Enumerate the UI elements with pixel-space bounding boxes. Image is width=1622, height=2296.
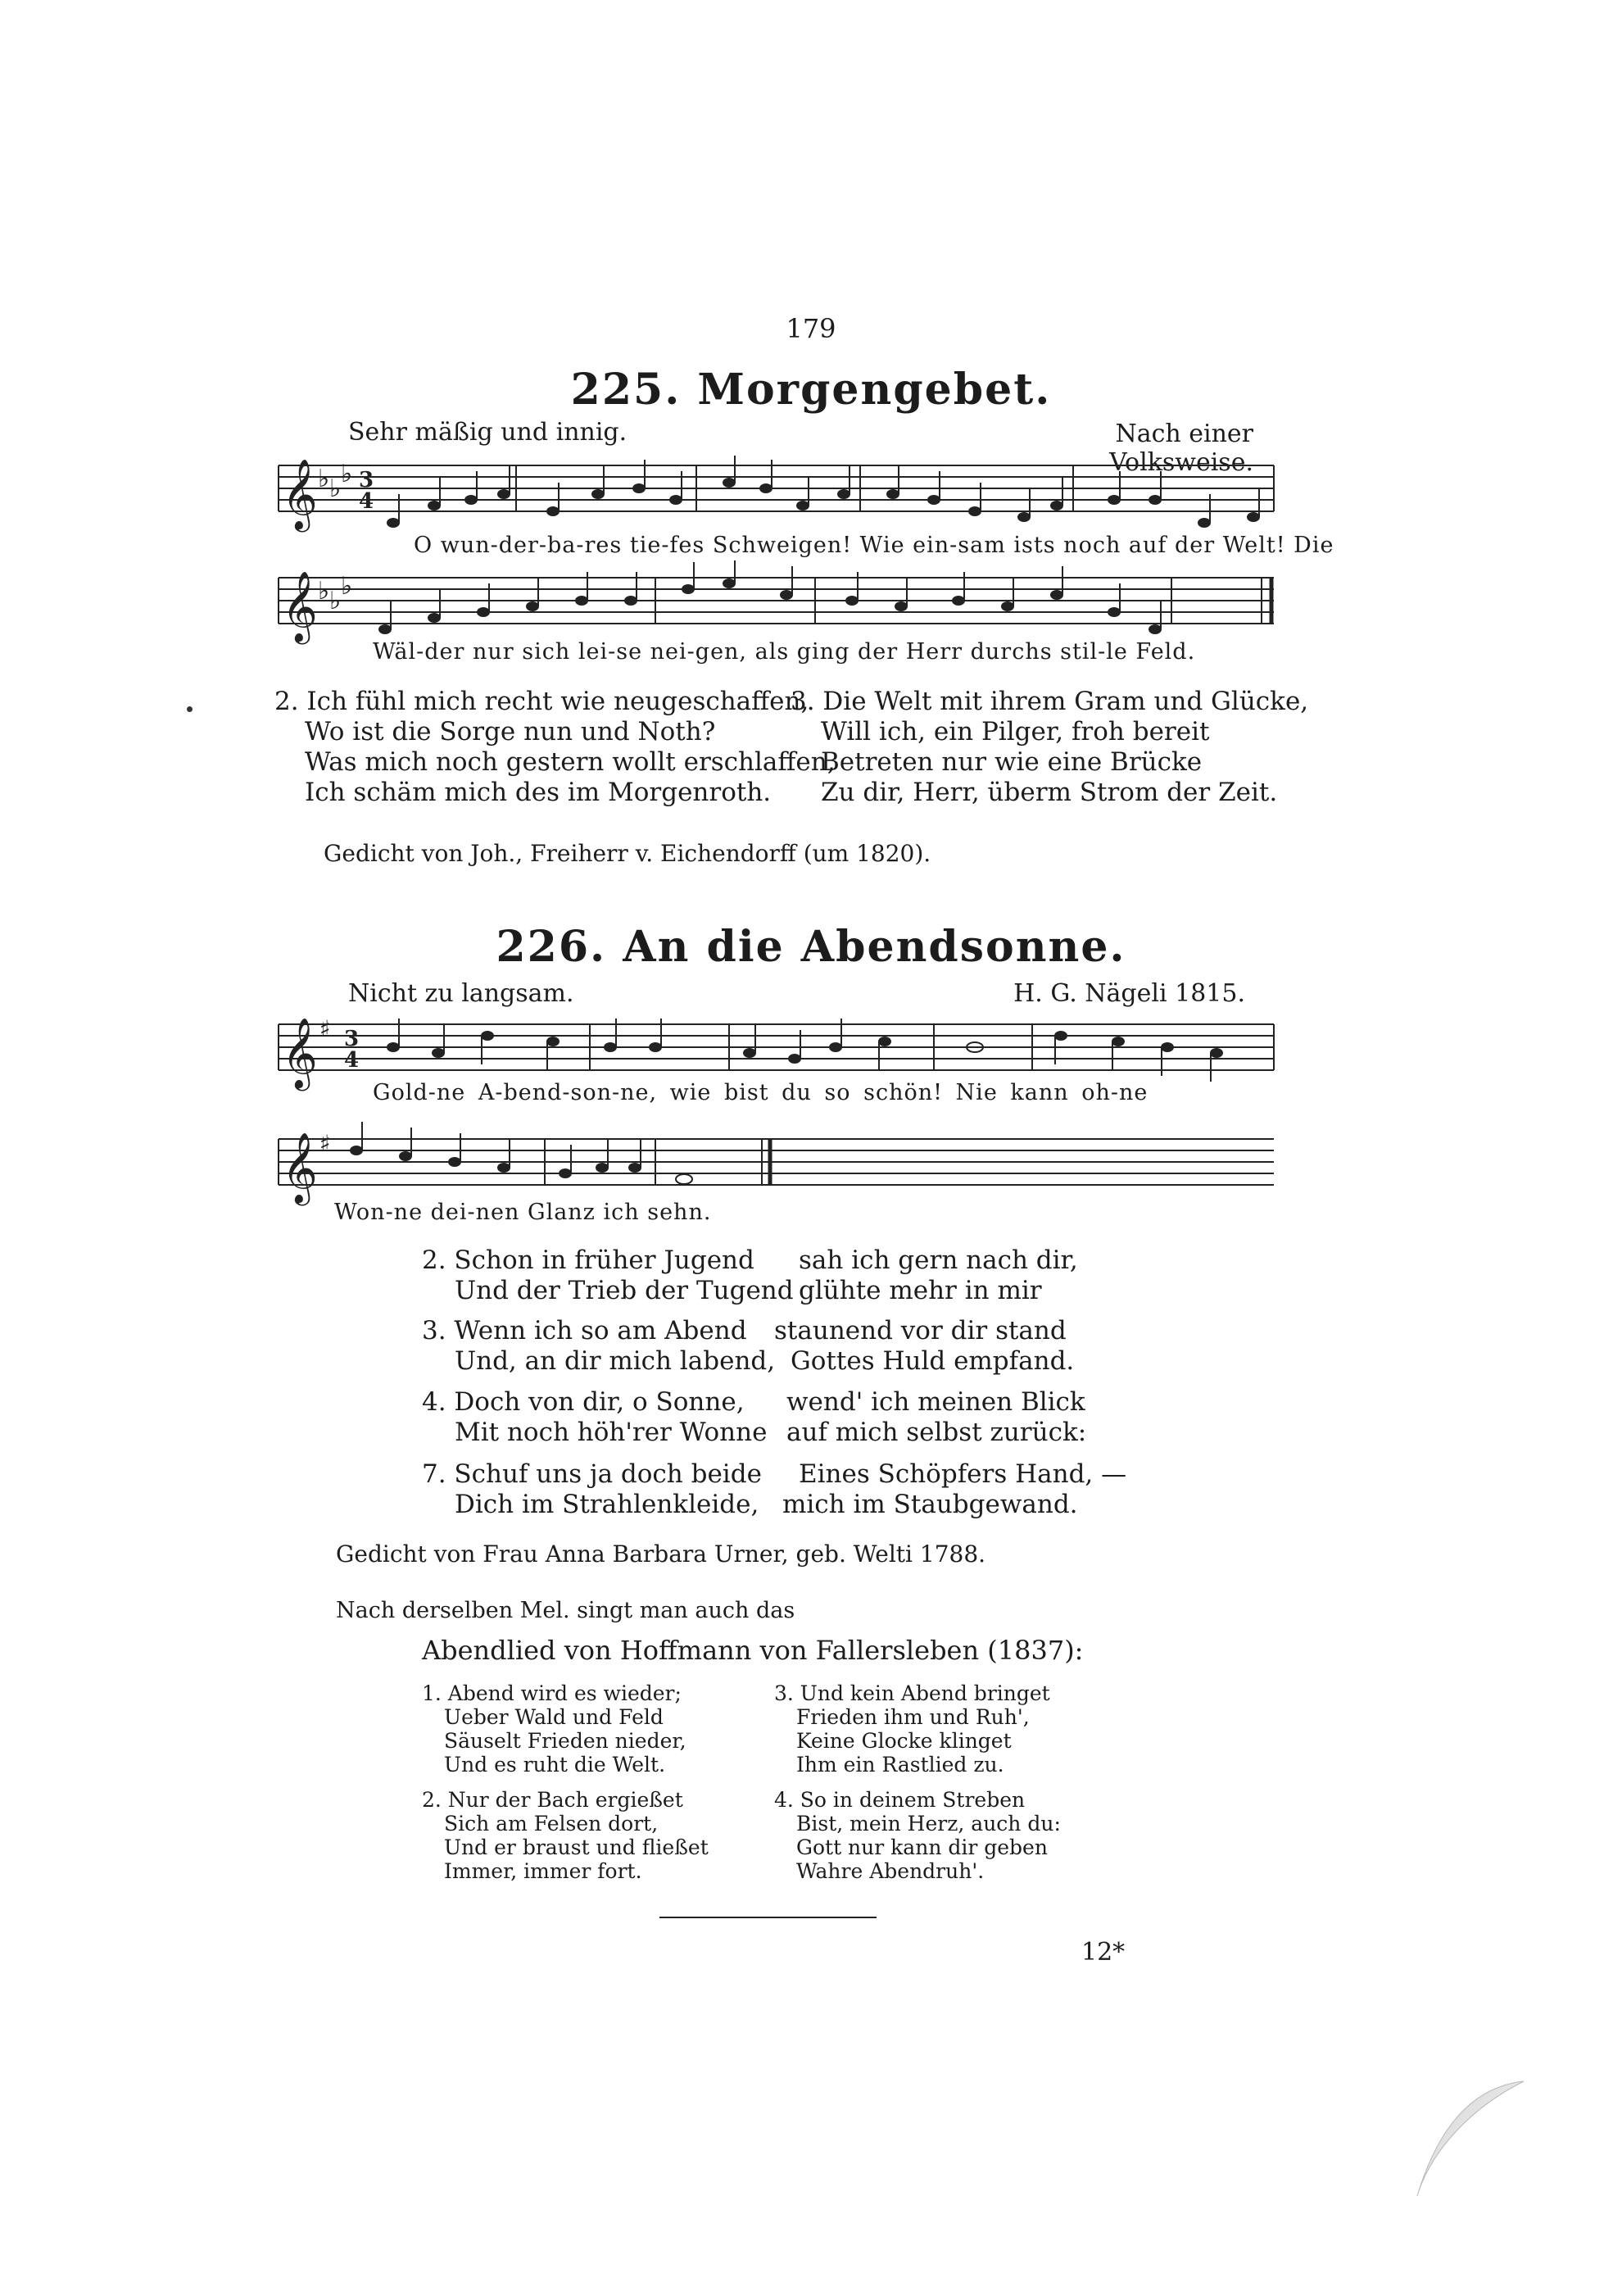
svg-text:3: 3 bbox=[344, 1027, 360, 1051]
verse-line: Ueber Wald und Feld bbox=[444, 1705, 664, 1729]
verse-line: Bist, mein Herz, auch du: bbox=[796, 1812, 1061, 1835]
svg-text:♭: ♭ bbox=[341, 460, 353, 488]
song-226-verse-3 bbox=[422, 1316, 775, 1377]
svg-text:♭: ♭ bbox=[318, 577, 330, 606]
verse-line: Dich im Strahlenkleide, bbox=[455, 1490, 759, 1519]
verse-line: sah ich gern nach dir, bbox=[799, 1246, 1078, 1275]
svg-text:♯: ♯ bbox=[319, 1130, 331, 1157]
svg-text:♭: ♭ bbox=[329, 474, 342, 503]
song-225-staff-2 bbox=[270, 557, 1278, 647]
verse-line: 7. Schuf uns ja doch beide bbox=[422, 1459, 762, 1489]
song-225-lyrics-1: O wun-der-ba-res tie-fes Schweigen! Wie ein-sam ists noch auf der Welt! Die bbox=[414, 533, 1334, 558]
verse-line: 2. Nur der Bach ergießet bbox=[422, 1788, 683, 1812]
verse-line: mich im Staubgewand. bbox=[782, 1490, 1078, 1519]
song-225-staff-1 bbox=[270, 449, 1278, 539]
closing-rule bbox=[659, 1917, 877, 1918]
verse-line: wend' ich meinen Blick bbox=[786, 1387, 1085, 1417]
song-226-verse-7 bbox=[422, 1459, 762, 1520]
svg-text:4: 4 bbox=[344, 1048, 360, 1073]
verse-line: Ihm ein Rastlied zu. bbox=[796, 1753, 1004, 1776]
verse-line: Keine Glocke klinget bbox=[796, 1729, 1012, 1753]
verse-line: Gottes Huld empfand. bbox=[791, 1346, 1075, 1376]
verse-line: 3. Und kein Abend bringet bbox=[774, 1681, 1050, 1705]
svg-text:♭: ♭ bbox=[341, 572, 353, 601]
verse-line: auf mich selbst zurück: bbox=[786, 1418, 1087, 1447]
verse-line: Was mich noch gestern wollt erschlaffen, bbox=[305, 747, 836, 777]
song-225-source: Nach einer Volksweise. bbox=[1109, 420, 1253, 477]
page-curl-shadow bbox=[1393, 2065, 1532, 2229]
signature-mark: 12* bbox=[1081, 1938, 1126, 1967]
appendix-verse-1 bbox=[422, 1681, 686, 1776]
song-226-verse-4b bbox=[786, 1387, 1086, 1448]
verse-line: 2. Schon in früher Jugend bbox=[422, 1246, 754, 1275]
song-226-verse-2b bbox=[799, 1246, 1078, 1306]
verse-line: Und es ruht die Welt. bbox=[444, 1753, 666, 1776]
margin-dot bbox=[187, 706, 193, 712]
verse-line: Wo ist die Sorge nun und Noth? bbox=[305, 717, 716, 746]
song-225-verse-2 bbox=[274, 687, 836, 808]
verse-line: Immer, immer fort. bbox=[444, 1859, 642, 1883]
verse-line: Eines Schöpfers Hand, — bbox=[799, 1459, 1127, 1489]
verse-line: Mit noch höh'rer Wonne bbox=[455, 1418, 768, 1447]
song-225-tempo: Sehr mäßig und innig. bbox=[348, 418, 628, 447]
song-226-staff-2 bbox=[270, 1119, 1278, 1213]
song-226-verse-7b bbox=[782, 1459, 1126, 1520]
song-226-verse-2 bbox=[422, 1246, 794, 1306]
song-226-composer: H. G. Nägeli 1815. bbox=[1013, 979, 1245, 1008]
svg-text:𝄞: 𝄞 bbox=[282, 571, 318, 642]
verse-line: 4. So in deinem Streben bbox=[774, 1788, 1026, 1812]
verse-line: Und der Trieb der Tugend bbox=[455, 1276, 794, 1305]
verse-line: 4. Doch von dir, o Sonne, bbox=[422, 1387, 745, 1417]
song-225-credit: Gedicht von Joh., Freiherr v. Eichendorff (um 1820). bbox=[324, 840, 931, 867]
svg-text:𝄞: 𝄞 bbox=[282, 1132, 318, 1203]
verse-line: Betreten nur wie eine Brücke bbox=[821, 747, 1203, 777]
verse-line: Und er braust und fließet bbox=[444, 1835, 709, 1859]
song-225-lyrics-2: Wäl-der nur sich lei-se nei-gen, als ging der Herr durchs stil-le Feld. bbox=[373, 639, 1196, 665]
song-225-verse-3 bbox=[791, 687, 1308, 808]
song-226-tempo: Nicht zu langsam. bbox=[348, 979, 574, 1008]
song-226-verse-4 bbox=[422, 1387, 767, 1448]
svg-text:♯: ♯ bbox=[319, 1015, 331, 1042]
verse-line: Sich am Felsen dort, bbox=[444, 1812, 659, 1835]
song-226-lyrics-1: Gold-ne A-bend-son-ne, wie bist du so schön! Nie kann oh-ne bbox=[373, 1080, 1149, 1105]
verse-line: glühte mehr in mir bbox=[799, 1276, 1042, 1305]
appendix-verse-3 bbox=[774, 1681, 1050, 1776]
verse-line: Frieden ihm und Ruh', bbox=[796, 1705, 1030, 1729]
verse-line: Gott nur kann dir geben bbox=[796, 1835, 1048, 1859]
appendix-heading: Abendlied von Hoffmann von Fallersleben (1837): bbox=[422, 1635, 1084, 1666]
song-226-lyrics-2: Won-ne dei-nen Glanz ich sehn. bbox=[334, 1200, 712, 1225]
svg-text:♭: ♭ bbox=[318, 465, 330, 493]
verse-line: staunend vor dir stand bbox=[774, 1316, 1067, 1345]
song-226-credit: Gedicht von Frau Anna Barbara Urner, geb. Welti 1788. bbox=[336, 1540, 986, 1568]
verse-line: 3. Wenn ich so am Abend bbox=[422, 1316, 747, 1345]
appendix-verse-2 bbox=[422, 1788, 709, 1883]
verse-line: Wahre Abendruh'. bbox=[796, 1859, 985, 1883]
song-226-title: 226. An die Abendsonne. bbox=[496, 922, 1126, 972]
svg-text:♭: ♭ bbox=[329, 587, 342, 615]
svg-text:4: 4 bbox=[359, 489, 374, 514]
svg-text:3: 3 bbox=[359, 468, 374, 492]
appendix-intro: Nach derselben Mel. singt man auch das bbox=[336, 1598, 795, 1623]
verse-line: Und, an dir mich labend, bbox=[455, 1346, 776, 1376]
svg-text:𝄞: 𝄞 bbox=[282, 459, 318, 529]
verse-line: 1. Abend wird es wieder; bbox=[422, 1681, 682, 1705]
appendix-verse-4 bbox=[774, 1788, 1061, 1883]
verse-line: 2. Ich fühl mich recht wie neugeschaffen, bbox=[274, 687, 809, 716]
song-225-title: 225. Morgengebet. bbox=[570, 365, 1052, 415]
verse-line: Will ich, ein Pilger, froh bereit bbox=[821, 717, 1210, 746]
verse-line: Ich schäm mich des im Morgenroth. bbox=[305, 778, 772, 807]
verse-line: Säuselt Frieden nieder, bbox=[444, 1729, 686, 1753]
verse-line: 3. Die Welt mit ihrem Gram und Glücke, bbox=[791, 687, 1309, 716]
verse-line: Zu dir, Herr, überm Strom der Zeit. bbox=[821, 778, 1278, 807]
page-number: 179 bbox=[786, 313, 836, 344]
svg-text:𝄞: 𝄞 bbox=[282, 1018, 318, 1088]
song-226-verse-3b bbox=[774, 1316, 1074, 1377]
